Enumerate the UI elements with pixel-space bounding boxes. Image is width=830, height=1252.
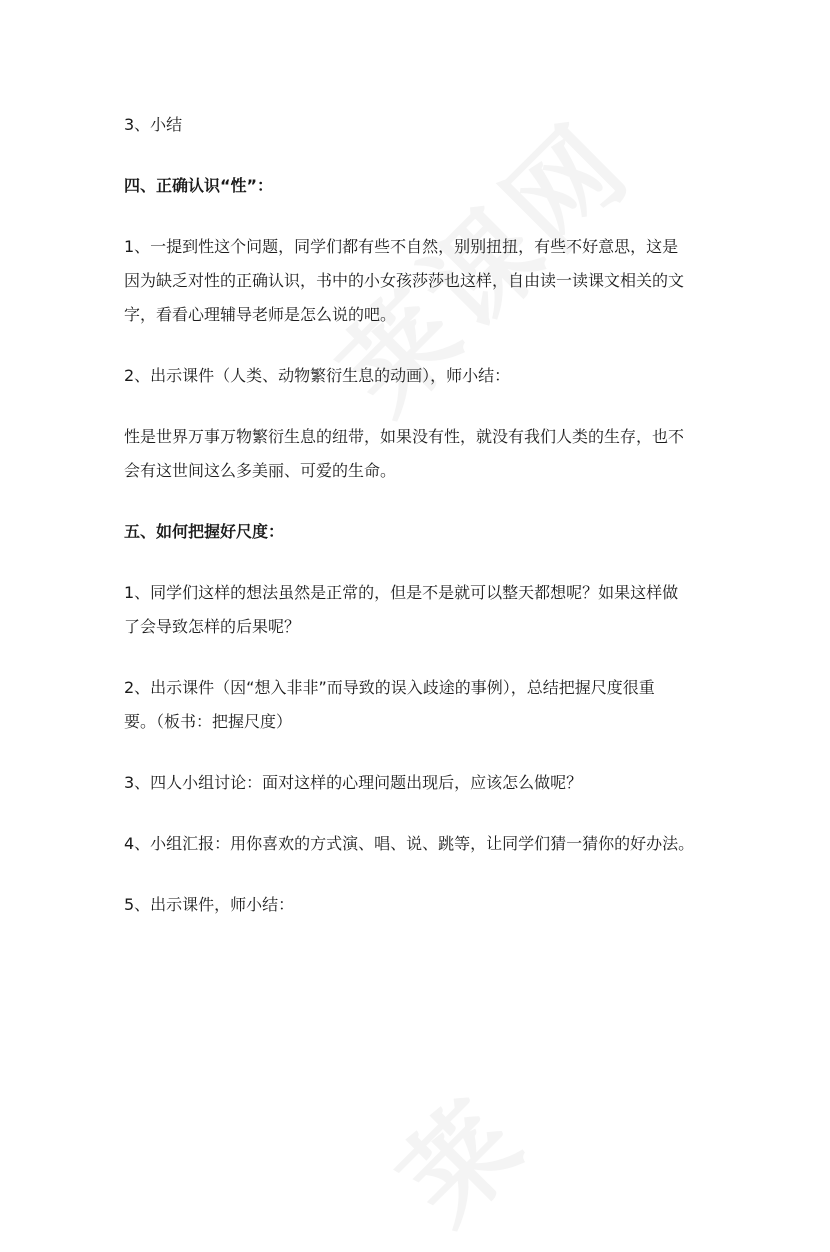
paragraph-4-summary [124,420,724,488]
text-line: 3、四人小组讨论：面对这样的心理问题出现后，应该怎么做呢？ [124,773,583,792]
text-line: 因为缺乏对性的正确认识，书中的小女孩莎莎也这样，自由读一读课文相关的文 [124,271,685,290]
paragraph-5-5 [124,888,724,922]
text-line: 4、小组汇报：用你喜欢的方式演、唱、说、跳等，让同学们猜一猜你的好办法。 [124,834,695,853]
heading-text: 四、正确认识“性”： [124,176,274,195]
text-line: 2、出示课件（因“想入非非”而导致的误入歧途的事例），总结把握尺度很重 [124,678,655,697]
text-line: 1、一提到性这个问题，同学们都有些不自然，别别扭扭，有些不好意思，这是 [124,237,679,256]
paragraph-5-2 [124,671,724,739]
text-line: 会有这世间这么多美丽、可爱的生命。 [124,461,397,480]
text-line: 1、同学们这样的想法虽然是正常的，但是不是就可以整天都想呢？如果这样做 [124,583,679,602]
paragraph-5-3 [124,766,724,800]
section-heading-4 [124,169,724,203]
heading-text: 五、如何把握好尺度： [124,522,285,541]
text-line: 要。（板书：把握尺度） [124,712,293,731]
text-line: 字，看看心理辅导老师是怎么说的吧。 [124,305,397,324]
paragraph-4-1 [124,230,724,332]
paragraph-4-2 [124,359,724,393]
text-line: 2、出示课件（人类、动物繁衍生息的动画），师小结： [124,366,511,385]
text-line: 3、小结 [124,115,183,134]
text-line: 了会导致怎样的后果呢？ [124,617,301,636]
section-heading-5 [124,515,724,549]
document-body [124,108,724,949]
paragraph-5-1 [124,576,724,644]
watermark-bottom [360,1062,550,1252]
text-line: 性是世界万事万物繁衍生息的纽带，如果没有性，就没有我们人类的生存，也不 [124,427,685,446]
paragraph-5-4 [124,827,724,861]
paragraph-summary-3 [124,108,724,142]
text-line: 5、出示课件，师小结： [124,895,295,914]
